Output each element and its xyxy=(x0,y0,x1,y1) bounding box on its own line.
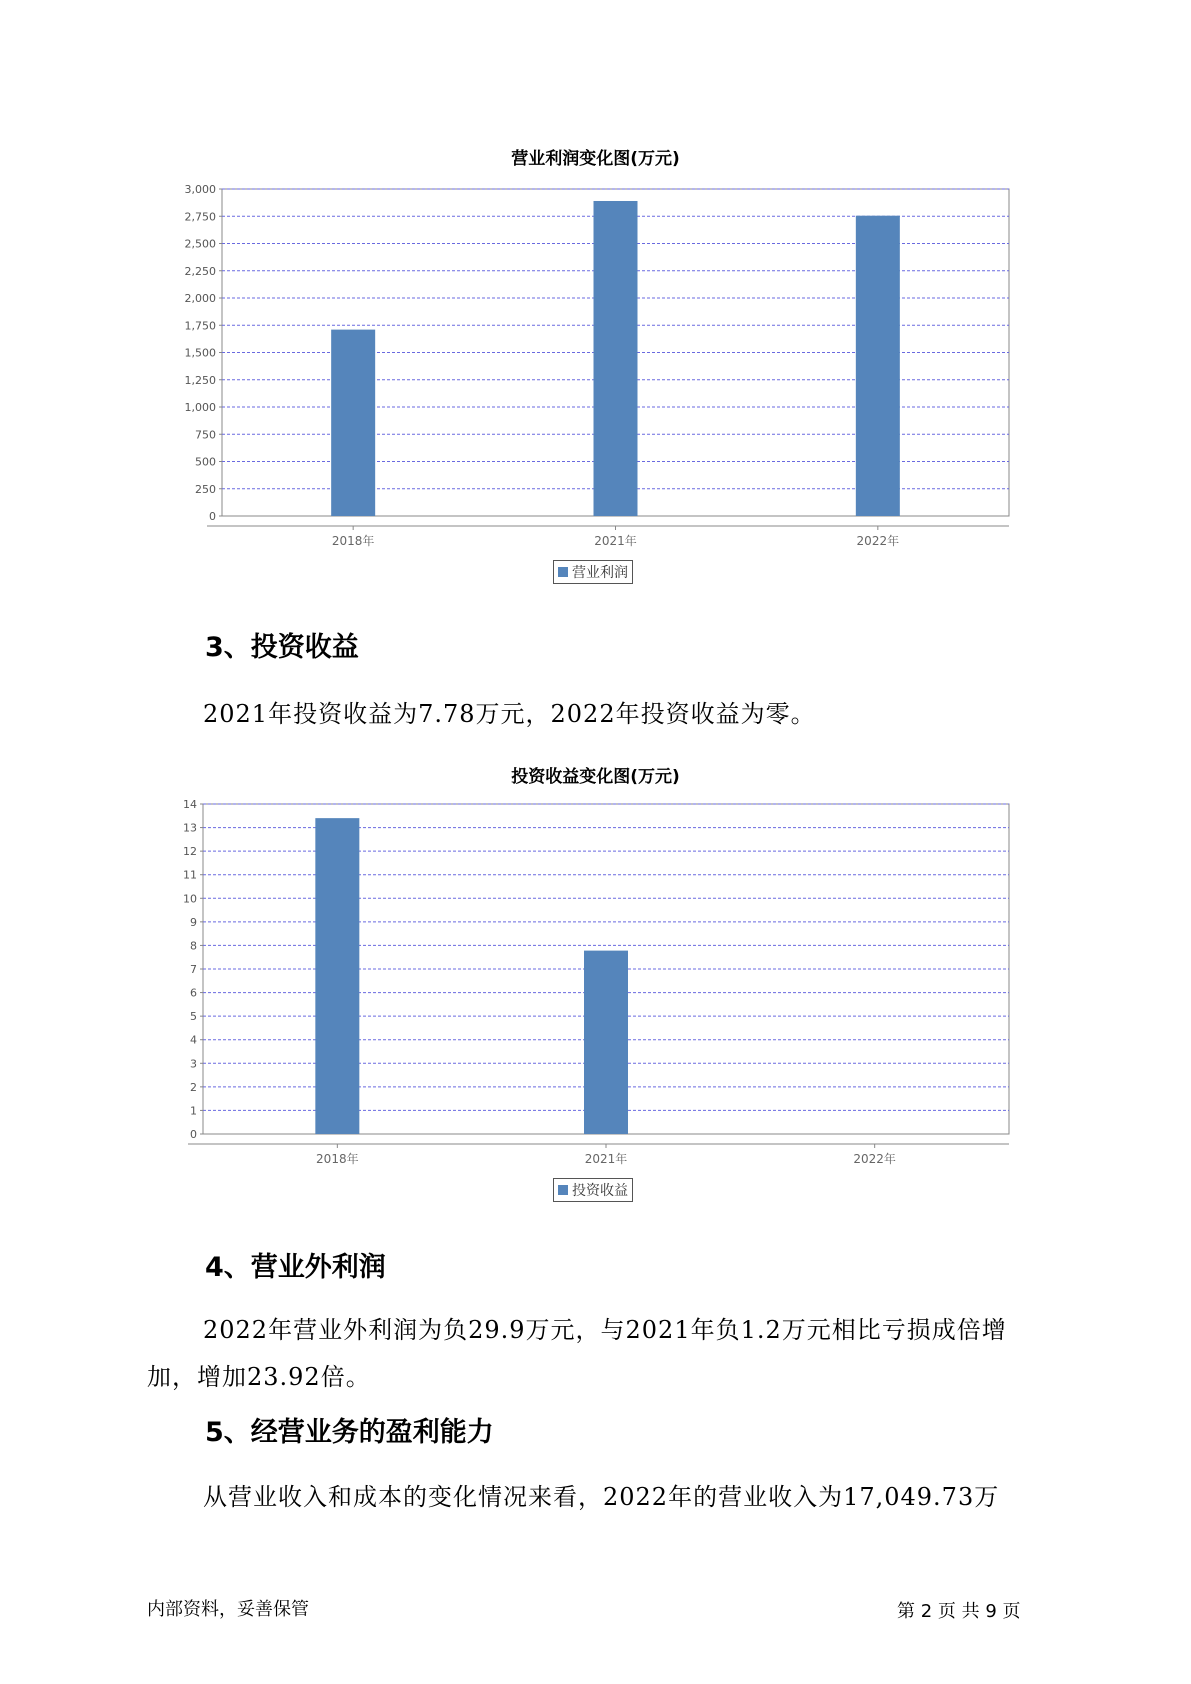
y-tick-label: 750 xyxy=(195,428,216,442)
bar-2022年 xyxy=(856,216,900,516)
footer-page-number: 第 2 页 共 9 页 xyxy=(897,1601,1021,1622)
bar-2018年 xyxy=(315,818,359,1134)
section4-heading: 4、营业外利润 xyxy=(205,1252,386,1283)
y-tick-label: 1,500 xyxy=(184,346,216,360)
y-tick-label: 8 xyxy=(190,939,197,953)
y-tick-label: 10 xyxy=(183,892,197,906)
legend-swatch xyxy=(558,1185,568,1195)
y-tick-label: 7 xyxy=(190,963,197,976)
chart2-title: 投资收益变化图(万元) xyxy=(511,767,680,787)
y-tick-label: 1,750 xyxy=(184,319,216,333)
y-tick-label: 14 xyxy=(183,798,197,811)
y-tick-label: 6 xyxy=(190,986,197,1000)
section5-heading: 5、经营业务的盈利能力 xyxy=(205,1417,494,1448)
y-tick-label: 12 xyxy=(183,845,197,859)
y-tick-label: 9 xyxy=(190,915,197,929)
bar-2021年 xyxy=(584,951,628,1134)
y-tick-label: 500 xyxy=(195,455,216,469)
y-tick-label: 2,250 xyxy=(184,264,216,278)
chart1-legend xyxy=(553,560,633,584)
bar-2021年 xyxy=(594,201,638,516)
y-tick-label: 13 xyxy=(183,821,197,835)
x-tick-label: 2021年 xyxy=(584,1152,628,1166)
chart2-legend-label: 投资收益 xyxy=(572,1183,628,1199)
chart1-operating-profit xyxy=(0,175,1191,555)
x-tick-label: 2022年 xyxy=(853,1152,896,1166)
bar-2018年 xyxy=(331,330,375,516)
x-tick-label: 2018年 xyxy=(331,534,375,548)
y-tick-label: 2,750 xyxy=(184,210,216,224)
y-tick-label: 3 xyxy=(190,1057,197,1071)
x-tick-label: 2022年 xyxy=(856,534,900,548)
y-tick-label: 1,250 xyxy=(184,373,216,387)
section4-paragraph-line1: 2022年营业外利润为负29.9万元，与2021年负1.2万元相比亏损成倍增 xyxy=(203,1316,1007,1344)
x-tick-label: 2021年 xyxy=(594,534,637,548)
y-tick-label: 4 xyxy=(190,1033,197,1047)
y-tick-label: 250 xyxy=(195,482,216,496)
section3-heading: 3、投资收益 xyxy=(205,632,359,663)
footer-confidential: 内部资料，妥善保管 xyxy=(147,1599,309,1620)
y-tick-label: 5 xyxy=(190,1010,197,1024)
chart2-legend xyxy=(553,1178,633,1202)
legend-swatch xyxy=(558,567,568,577)
chart1-title: 营业利润变化图(万元) xyxy=(511,149,680,169)
section3-paragraph: 2021年投资收益为7.78万元，2022年投资收益为零。 xyxy=(203,700,816,728)
x-tick-label: 2018年 xyxy=(316,1152,359,1166)
chart1-legend-label: 营业利润 xyxy=(572,565,628,581)
section4-paragraph-line2: 加，增加23.92倍。 xyxy=(147,1363,371,1391)
y-tick-label: 11 xyxy=(183,868,197,882)
y-tick-label: 2,500 xyxy=(184,237,216,251)
chart2-investment-income xyxy=(0,795,1191,1175)
y-tick-label: 2,000 xyxy=(184,292,216,305)
y-tick-label: 1,000 xyxy=(184,401,216,414)
y-tick-label: 0 xyxy=(190,1128,197,1141)
section5-paragraph-line1: 从营业收入和成本的变化情况来看，2022年的营业收入为17,049.73万 xyxy=(203,1483,1000,1511)
y-tick-label: 3,000 xyxy=(184,183,216,196)
y-tick-label: 2 xyxy=(190,1080,197,1094)
y-tick-label: 0 xyxy=(209,510,216,523)
y-tick-label: 1 xyxy=(190,1104,197,1118)
